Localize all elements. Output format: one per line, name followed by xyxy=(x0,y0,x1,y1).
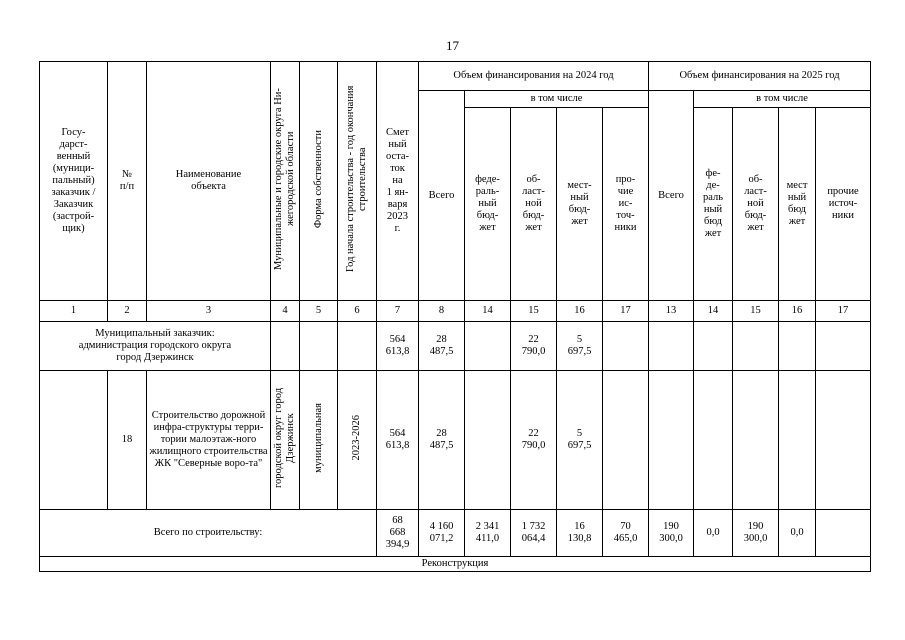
header-including-2024: в том числе xyxy=(465,91,649,108)
header-row-top xyxy=(40,62,871,91)
object-other-2024 xyxy=(603,371,649,510)
total-row xyxy=(40,510,871,557)
column-number: 2 xyxy=(108,301,147,322)
customer-estimate: 564 613,8 xyxy=(377,322,419,371)
object-total-2024: 28 487,5 xyxy=(419,371,465,510)
total-regional-2024: 1 732 064,4 xyxy=(511,510,557,557)
header-total-2024: Всего xyxy=(419,91,465,301)
column-number: 6 xyxy=(338,301,377,322)
header-regional-2024: об- ласт- ной бюд- жет xyxy=(511,108,557,301)
column-number: 16 xyxy=(779,301,816,322)
column-number: 7 xyxy=(377,301,419,322)
column-number: 8 xyxy=(419,301,465,322)
object-row xyxy=(40,371,871,510)
object-local-2024: 5 697,5 xyxy=(557,371,603,510)
column-number: 13 xyxy=(649,301,694,322)
customer-row xyxy=(40,322,871,371)
header-years-text: Год начала строительства - год окончания строительства xyxy=(345,85,368,273)
column-number: 3 xyxy=(147,301,271,322)
object-federal-2025 xyxy=(694,371,733,510)
header-local-2024: мест- ный бюд- жет xyxy=(557,108,603,301)
column-number: 14 xyxy=(465,301,511,322)
header-number: № п/п xyxy=(108,62,147,301)
object-other-2025 xyxy=(816,371,871,510)
customer-regional-2025 xyxy=(733,322,779,371)
object-total-2025 xyxy=(649,371,694,510)
total-estimate: 68 668 394,9 xyxy=(377,510,419,557)
customer-federal-2024 xyxy=(465,322,511,371)
object-regional-2025 xyxy=(733,371,779,510)
header-federal-2025: фе- де- раль ный бюд жет xyxy=(694,108,733,301)
object-number: 18 xyxy=(108,371,147,510)
object-estimate: 564 613,8 xyxy=(377,371,419,510)
header-total-2025: Всего xyxy=(649,91,694,301)
total-other-2025 xyxy=(816,510,871,557)
object-municipality xyxy=(271,371,300,510)
customer-label: Муниципальный заказчик: администрация городского округа город Дзержинск xyxy=(40,322,271,371)
total-federal-2024: 2 341 411,0 xyxy=(465,510,511,557)
object-name: Строительство дорожной инфра-структуры терри-тории малоэтаж-ного жилищного строительства ЖК "Северные воро-та" xyxy=(147,371,271,510)
object-regional-2024: 22 790,0 xyxy=(511,371,557,510)
column-number: 15 xyxy=(733,301,779,322)
capital-construction-table xyxy=(39,61,871,572)
total-local-2024: 16 130,8 xyxy=(557,510,603,557)
header-municipality xyxy=(271,62,300,301)
header-estimate: Смет ный оста- ток на 1 ян- варя 2023 г. xyxy=(377,62,419,301)
customer-years xyxy=(338,322,377,371)
column-number: 17 xyxy=(603,301,649,322)
object-ownership-text: муниципальная xyxy=(312,403,324,473)
object-years xyxy=(338,371,377,510)
header-customer: Госу- дарст- венный (муници- пальный) заказчик / Заказчик (застрой- щик) xyxy=(40,62,108,301)
object-years-text: 2023-2026 xyxy=(351,415,362,461)
object-federal-2024 xyxy=(465,371,511,510)
total-regional-2025: 190 300,0 xyxy=(733,510,779,557)
object-local-2025 xyxy=(779,371,816,510)
total-federal-2025: 0,0 xyxy=(694,510,733,557)
header-funding-2025: Объем финансирования на 2025 год xyxy=(649,62,871,91)
column-number: 4 xyxy=(271,301,300,322)
header-funding-2024: Объем финансирования на 2024 год xyxy=(419,62,649,91)
section-reconstruction: Реконструкция xyxy=(40,557,871,572)
customer-local-2024: 5 697,5 xyxy=(557,322,603,371)
total-total-2024: 4 160 071,2 xyxy=(419,510,465,557)
column-number: 5 xyxy=(300,301,338,322)
customer-local-2025 xyxy=(779,322,816,371)
object-ownership xyxy=(300,371,338,510)
customer-ownership xyxy=(300,322,338,371)
column-number: 16 xyxy=(557,301,603,322)
total-label: Всего по строительству: xyxy=(40,510,377,557)
header-object-name: Наименование объекта xyxy=(147,62,271,301)
header-local-2025: мест ный бюд жет xyxy=(779,108,816,301)
object-municipality-text: городской округ город Дзержинск xyxy=(273,387,296,489)
customer-total-2025 xyxy=(649,322,694,371)
customer-regional-2024: 22 790,0 xyxy=(511,322,557,371)
column-number: 15 xyxy=(511,301,557,322)
customer-municipality xyxy=(271,322,300,371)
header-federal-2024: феде- раль- ный бюд- жет xyxy=(465,108,511,301)
customer-other-2024 xyxy=(603,322,649,371)
column-number-row xyxy=(40,301,871,322)
column-number: 17 xyxy=(816,301,871,322)
customer-other-2025 xyxy=(816,322,871,371)
total-other-2024: 70 465,0 xyxy=(603,510,649,557)
page-number: 17 xyxy=(446,38,459,53)
section-row xyxy=(40,557,871,572)
customer-total-2024: 28 487,5 xyxy=(419,322,465,371)
header-ownership xyxy=(300,62,338,301)
header-other-2024: про- чие ис- точ- ники xyxy=(603,108,649,301)
header-regional-2025: об- ласт- ной бюд- жет xyxy=(733,108,779,301)
customer-federal-2025 xyxy=(694,322,733,371)
total-total-2025: 190 300,0 xyxy=(649,510,694,557)
header-including-2025: в том числе xyxy=(694,91,871,108)
object-customer xyxy=(40,371,108,510)
column-number: 14 xyxy=(694,301,733,322)
total-local-2025: 0,0 xyxy=(779,510,816,557)
header-municipality-text: Муниципальные и городские округа Ни-жегородской области xyxy=(273,88,296,270)
header-other-2025: прочие источ- ники xyxy=(816,108,871,301)
column-number: 1 xyxy=(40,301,108,322)
header-years xyxy=(338,62,377,301)
header-ownership-text: Форма собственности xyxy=(312,129,324,229)
